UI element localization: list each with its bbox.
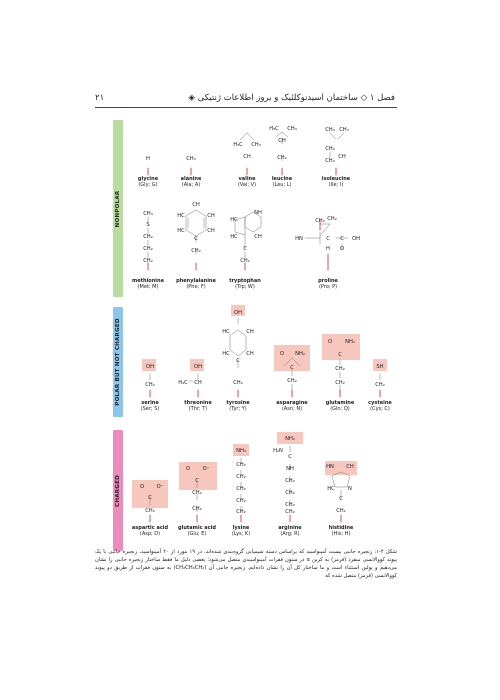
svg-text:CH: CH — [243, 154, 251, 160]
svg-text:S: S — [146, 222, 150, 228]
svg-text:C: C — [290, 365, 294, 371]
group-label-polar: POLAR BUT NOT CHARGED — [115, 318, 121, 406]
aa-code: (Pro; P) — [318, 284, 338, 290]
svg-text:HC: HC — [177, 228, 185, 234]
aa-code: (Lys; K) — [231, 531, 251, 537]
group-label-charged: CHARGED — [115, 474, 121, 507]
aa-code: (Gln; Q) — [330, 406, 350, 412]
svg-text:CH: CH — [338, 154, 346, 160]
aa-code: (Ile; I) — [328, 182, 344, 188]
svg-text:CH₂: CH₂ — [285, 478, 295, 484]
svg-text:CH: CH — [246, 329, 254, 335]
aa-name: cysteine — [368, 400, 392, 406]
svg-text:H: H — [146, 156, 150, 162]
aa-name: arginine — [278, 525, 302, 531]
svg-text:C: C — [236, 358, 240, 364]
svg-text:H₂N: H₂N — [273, 448, 283, 454]
svg-text:CH₂: CH₂ — [143, 258, 153, 264]
svg-text:CH: CH — [194, 380, 202, 386]
svg-text:C: C — [340, 236, 344, 242]
svg-text:O: O — [327, 339, 333, 345]
aa-code: (Val; V) — [237, 182, 257, 188]
svg-text:SH: SH — [376, 364, 384, 370]
svg-text:CH₂: CH₂ — [325, 146, 335, 152]
svg-text:C: C — [338, 352, 342, 358]
aa-name: leucine — [271, 176, 293, 182]
svg-text:HN: HN — [326, 464, 334, 470]
svg-text:NH₃: NH₃ — [236, 448, 246, 454]
svg-text:CH₂: CH₂ — [191, 248, 201, 254]
svg-text:CH: CH — [346, 464, 354, 470]
aa-name: histidine — [328, 525, 354, 531]
aa-name: proline — [318, 278, 338, 284]
svg-text:C: C — [339, 496, 343, 502]
svg-text:HC: HC — [230, 234, 238, 240]
svg-text:H₃C: H₃C — [269, 126, 279, 132]
amino-acid-alanine — [160, 176, 222, 188]
aa-name: aspartic acid — [131, 525, 169, 531]
svg-text:CH₂: CH₂ — [375, 382, 385, 388]
svg-text:CH: CH — [254, 234, 262, 240]
svg-text:NH: NH — [254, 210, 262, 216]
svg-text:O: O — [185, 466, 191, 472]
aa-name: alanine — [180, 176, 202, 182]
svg-text:CH: CH — [192, 202, 200, 208]
aa-code: (Met; M) — [137, 284, 159, 290]
svg-text:CH₃: CH₃ — [186, 156, 196, 162]
page-number: ۲۱ — [95, 93, 105, 103]
svg-text:CH₃: CH₃ — [251, 142, 261, 148]
svg-text:HC: HC — [222, 351, 230, 357]
figure-caption: شکل ۴-۱: زنجیره جانبی بیست آمینواسید که براساس دسته شیمیایی گروه‌بندی شده‌اند. در ۱۹ مورد از ۲۰ آمینواسید، زنجیره جانبی با یک پیوند کووالانسی منفرد (قرمز) به کربن α در ستون فقرات آمینواسیدی متصل می‌شود؛ بعضی دلیل ما فقط ساختار زنجیره جانبی را نشان می‌دهیم و پولین استثناء است و ما ساختار کل آن را نشان داده‌ایم. زنجیره جانبی آن (CH₂CH₂CH₂) به ستون فقرات از طریق دو پیوند کووالانسی (قرمز) متصل شده که — [95, 549, 398, 579]
svg-text:CH₂: CH₂ — [145, 382, 155, 388]
svg-text:CH₂: CH₂ — [143, 234, 153, 240]
svg-text:O⁻: O⁻ — [156, 484, 164, 490]
svg-text:NH: NH — [286, 466, 294, 472]
aa-code: (Tyr; Y) — [229, 406, 247, 412]
svg-text:HC: HC — [327, 486, 335, 492]
aa-code: (Glu; E) — [187, 531, 207, 537]
svg-text:CH₂: CH₂ — [240, 258, 250, 264]
svg-text:H: H — [326, 246, 330, 252]
grey-bonds — [148, 132, 380, 512]
svg-text:NH₂: NH₂ — [345, 339, 355, 345]
svg-text:CH₂: CH₂ — [325, 158, 335, 164]
svg-text:C: C — [288, 454, 292, 460]
svg-text:CH₂: CH₂ — [285, 502, 295, 508]
svg-text:CH₂: CH₂ — [285, 490, 295, 496]
svg-text:CH₂: CH₂ — [335, 380, 345, 386]
svg-text:C: C — [148, 495, 152, 501]
aa-name: tyrosine — [226, 400, 250, 406]
svg-text:H₃C: H₃C — [233, 142, 243, 148]
aa-code: (Cys; C) — [370, 406, 390, 412]
amino-acid-proline — [297, 278, 359, 290]
amino-acid-leucine — [251, 176, 313, 188]
svg-text:CH₂: CH₂ — [145, 508, 155, 514]
group-label-nonpolar: NONPOLAR — [115, 190, 121, 227]
svg-text:OH: OH — [194, 364, 202, 370]
svg-text:OH: OH — [234, 310, 242, 316]
aa-code: (Trp; W) — [235, 284, 255, 290]
svg-text:O: O — [279, 351, 285, 357]
amino-acid-histidine — [310, 525, 372, 537]
svg-text:CH₃: CH₃ — [339, 127, 349, 133]
aa-code: (His; H) — [331, 531, 351, 537]
svg-text:CH₂: CH₂ — [143, 246, 153, 252]
svg-text:CH₃: CH₃ — [287, 126, 297, 132]
chapter-title: فصل ۱ ◇ ساختمان اسیدنوکلئیک و بروز اطلاعات ژنتیکی ◈ — [188, 93, 395, 103]
aa-name: valine — [238, 176, 256, 182]
aa-name: serine — [141, 400, 159, 406]
svg-text:CH₂: CH₂ — [192, 490, 202, 496]
svg-text:CH₂: CH₂ — [192, 506, 202, 512]
svg-text:CH₂: CH₂ — [327, 216, 337, 222]
amino-acid-tryptophan — [214, 278, 276, 290]
svg-text:CH₂: CH₂ — [236, 509, 246, 515]
aa-name: threonine — [184, 400, 212, 406]
svg-text:C: C — [194, 236, 198, 242]
aa-code: (Ala; A) — [181, 182, 201, 188]
svg-text:C: C — [195, 478, 199, 484]
svg-text:NH₂: NH₂ — [295, 351, 305, 357]
svg-text:CH₂: CH₂ — [285, 509, 295, 515]
aa-name: glutamic acid — [178, 525, 216, 531]
svg-text:CH: CH — [246, 351, 254, 357]
aa-code: (Arg; R) — [280, 531, 300, 537]
aa-name: glycine — [137, 176, 159, 182]
amino-acid-cysteine — [349, 400, 411, 412]
svg-text:O: O — [139, 484, 145, 490]
svg-text:OH: OH — [352, 236, 360, 242]
svg-text:O⁻: O⁻ — [202, 466, 210, 472]
svg-text:C: C — [326, 236, 330, 242]
svg-text:HC: HC — [177, 213, 185, 219]
aa-code: (Thr; T) — [188, 406, 208, 412]
svg-text:N: N — [348, 486, 352, 492]
aa-code: (Asn; N) — [281, 406, 303, 412]
svg-text:CH: CH — [207, 213, 215, 219]
svg-text:H₃C: H₃C — [178, 380, 188, 386]
aa-name: lysine — [232, 525, 250, 531]
aa-code: (Phe; F) — [186, 284, 206, 290]
svg-text:HC: HC — [222, 329, 230, 335]
svg-text:O: O — [339, 246, 345, 252]
svg-text:CH₂: CH₂ — [287, 378, 297, 384]
svg-text:HC: HC — [230, 217, 238, 223]
svg-text:CH₂: CH₂ — [335, 366, 345, 372]
svg-text:CH₃: CH₃ — [143, 211, 153, 217]
svg-text:NH₂: NH₂ — [285, 436, 295, 442]
svg-text:CH₂: CH₂ — [277, 155, 287, 161]
svg-text:CH₂: CH₂ — [236, 462, 246, 468]
aa-name: isoleucine — [321, 176, 351, 182]
aa-name: methionine — [132, 278, 164, 284]
aa-code: (Leu; L) — [272, 182, 292, 188]
svg-text:CH₂: CH₂ — [336, 508, 346, 514]
aa-name: phenylalanine — [176, 278, 216, 284]
aa-code: (Ser; S) — [140, 406, 160, 412]
svg-text:C: C — [243, 246, 247, 252]
svg-text:CH₂: CH₂ — [233, 380, 243, 386]
aa-name: glutamine — [325, 400, 355, 406]
svg-text:OH: OH — [146, 364, 154, 370]
svg-text:CH: CH — [278, 138, 286, 144]
svg-text:HN: HN — [295, 236, 303, 242]
svg-text:CH₂: CH₂ — [315, 218, 325, 224]
svg-text:CH₂: CH₂ — [236, 498, 246, 504]
svg-text:CH₃: CH₃ — [325, 127, 335, 133]
svg-text:CH₂: CH₂ — [236, 486, 246, 492]
svg-text:CH: CH — [207, 228, 215, 234]
aa-name: tryptophan — [229, 278, 261, 284]
aa-code: (Gly; G) — [138, 182, 158, 188]
aa-code: (Asp; D) — [139, 531, 161, 537]
amino-acid-tyrosine — [207, 400, 269, 412]
amino-acid-isoleucine — [305, 176, 367, 188]
aa-name: asparagine — [276, 400, 308, 406]
svg-text:CH₂: CH₂ — [236, 474, 246, 480]
